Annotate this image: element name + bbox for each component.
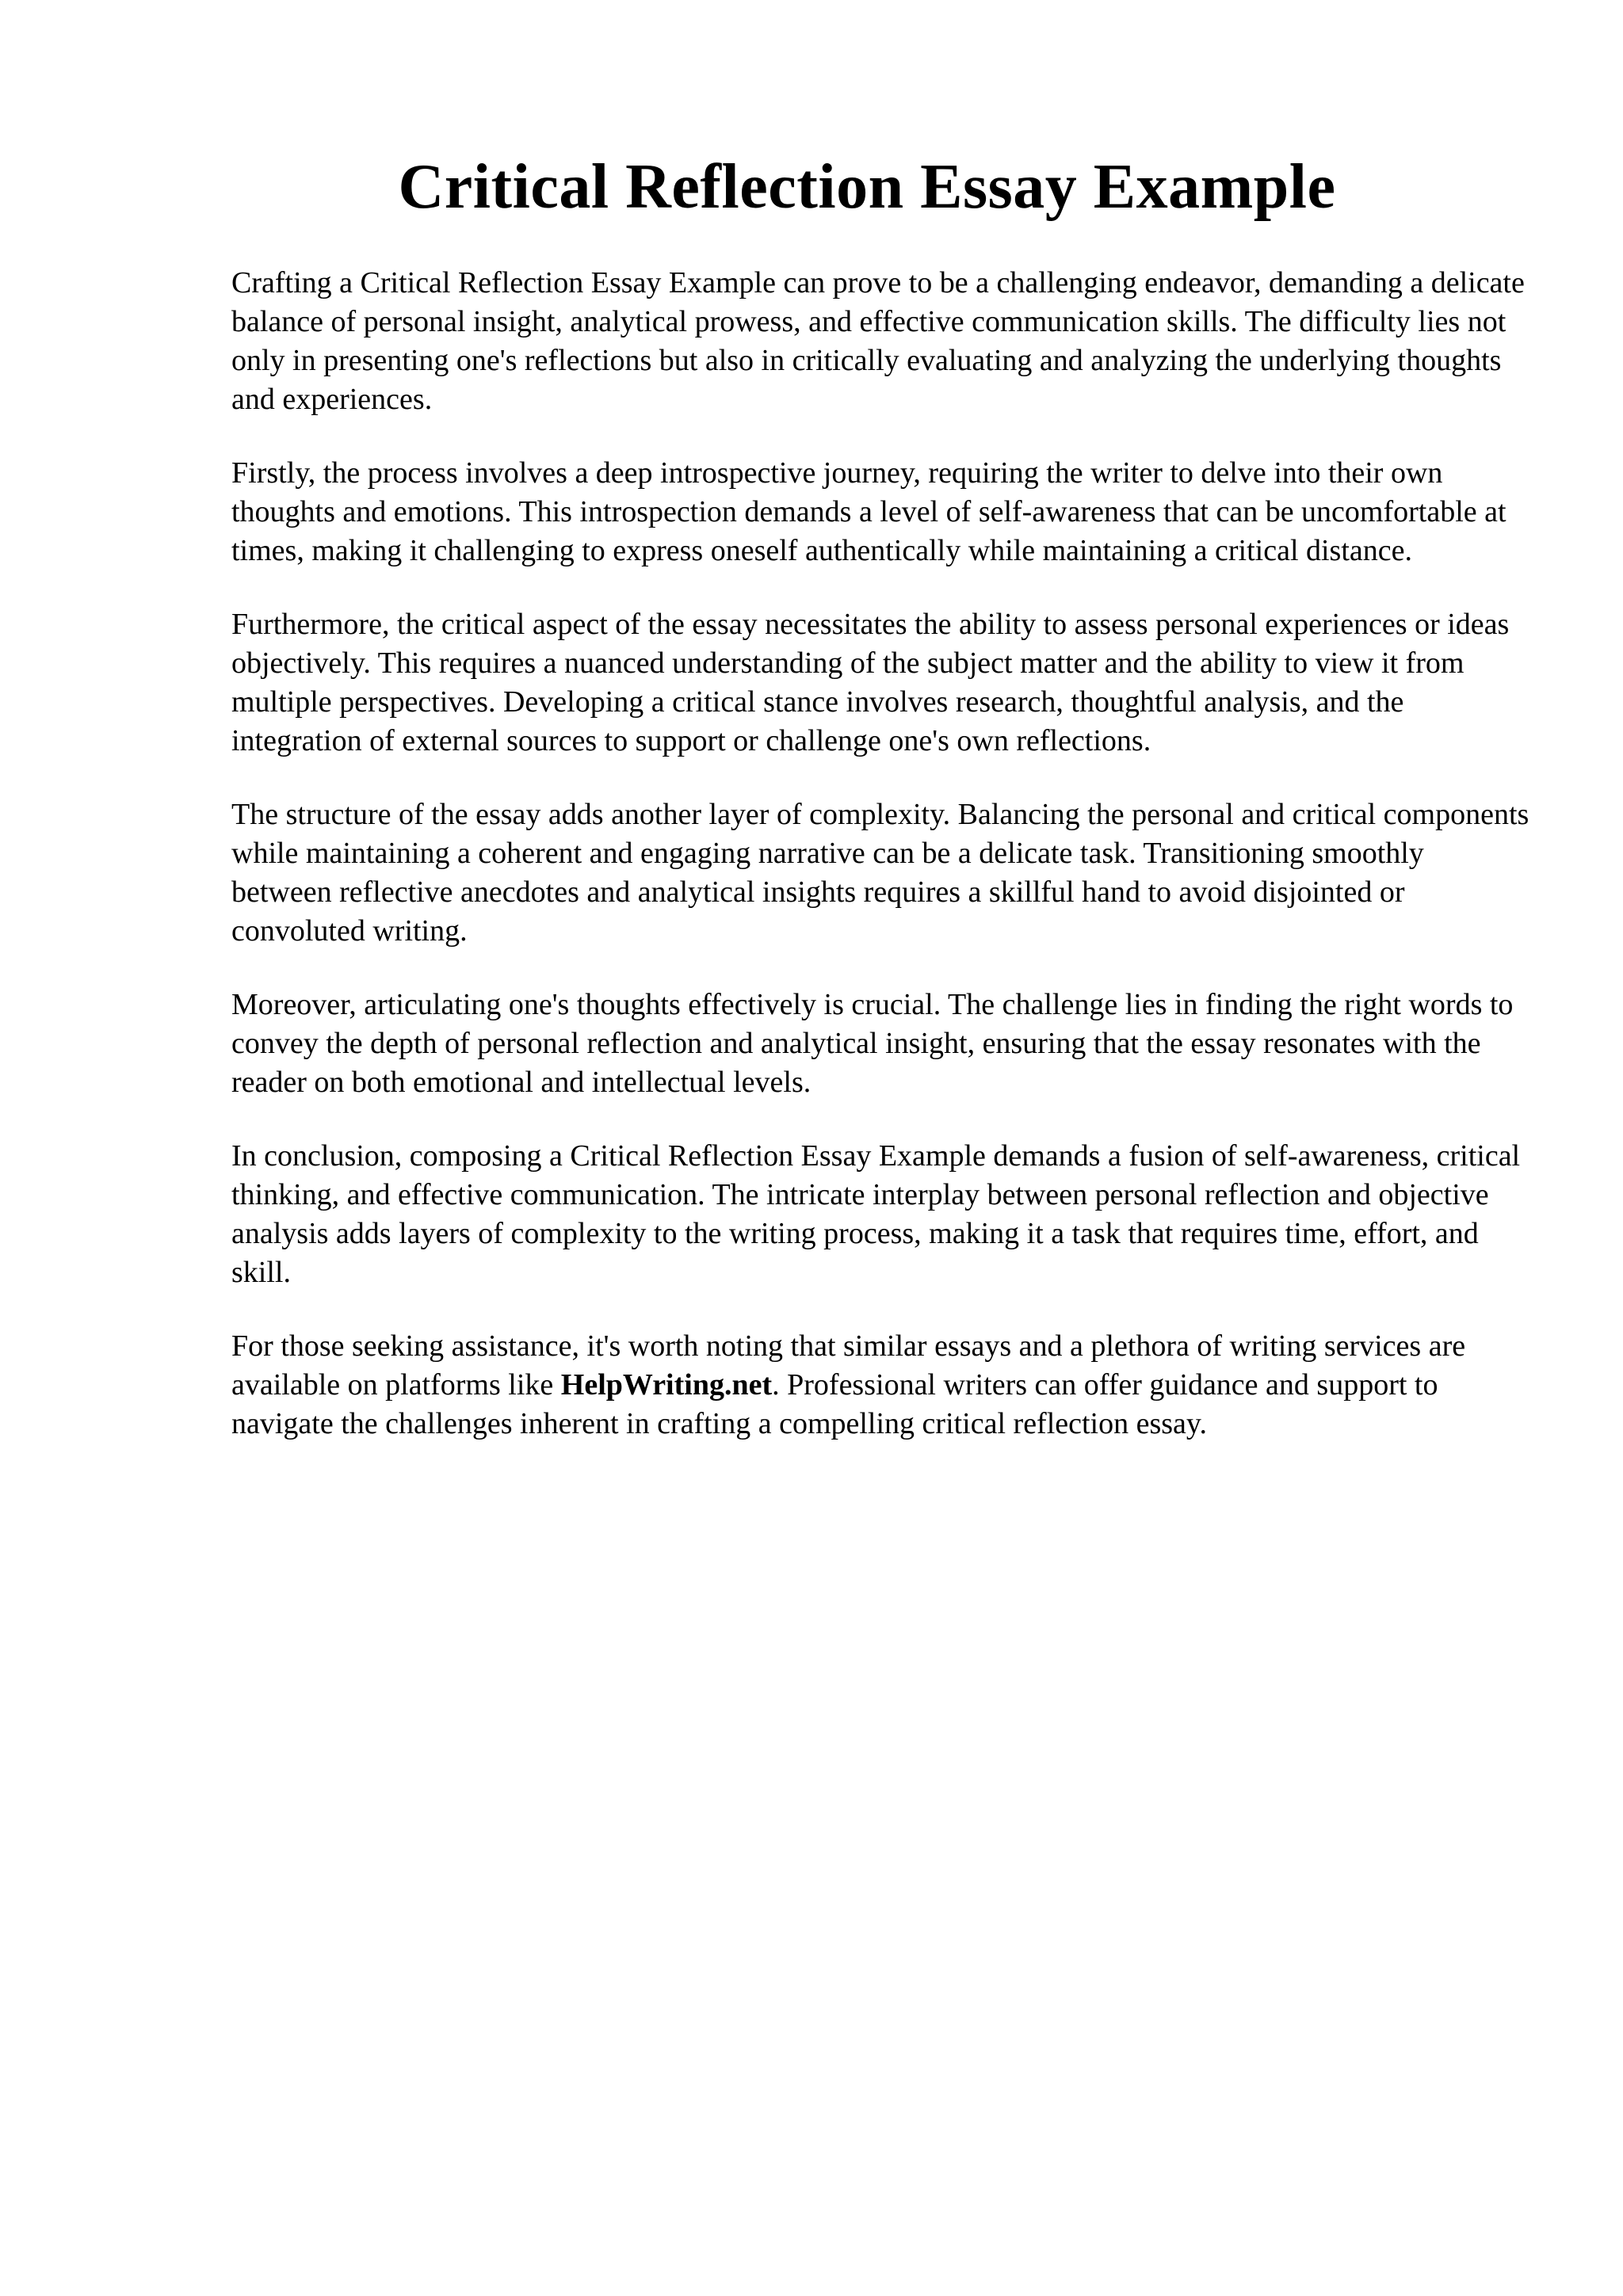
essay-body [231, 264, 1531, 1478]
page-title: Critical Reflection Essay Example [398, 152, 1336, 222]
paragraph-moreover: Moreover, articulating one's thoughts effectively is crucial. The challenge lies in finding the right words to convey the depth of personal reflection and analytical insight, ensuring that the essay resonates with the reader on both emotional and intellectual levels. [231, 988, 1514, 1099]
paragraph-firstly: Firstly, the process involves a deep introspective journey, requiring the writer to delve into their own thoughts and emotions. This introspection demands a level of self-awareness that can be uncomfortable at times, making it challenging to express oneself authentically while maintaining a critical distance. [231, 456, 1507, 567]
paragraph-conclusion: In conclusion, composing a Critical Reflection Essay Example demands a fusion of self-awareness, critical thinking, and effective communication. The intricate interplay between personal reflection and objective analysis adds layers of complexity to the writing process, making it a task that requires time, effort, and skill. [231, 1139, 1521, 1289]
assistance-text-after: . Professional writers can offer guidance and support to navigate the challenges inherent in crafting a compelling critical reflection essay. [231, 1368, 1438, 1440]
assistance-text-before: For those seeking assistance, it's worth noting that similar essays and a plethora of writing services are available on platforms like [231, 1329, 1466, 1402]
paragraph-furthermore: Furthermore, the critical aspect of the essay necessitates the ability to assess personal experiences or ideas objectively. This requires a nuanced understanding of the subject matter and the ability to view it from multiple perspectives. Developing a critical stance involves research, thoughtful analysis, and the integration of external sources to support or challenge one's own reflections. [231, 608, 1510, 757]
helpwriting-link[interactable]: HelpWriting.net [560, 1368, 773, 1402]
paragraph-structure: The structure of the essay adds another layer of complexity. Balancing the personal and critical components while maintaining a coherent and engaging narrative can be a delicate task. Transitioning smoothly between reflective anecdotes and analytical insights requires a skillful hand to avoid disjointed or convoluted writing. [231, 798, 1529, 948]
paragraph-intro: Crafting a Critical Reflection Essay Example can prove to be a challenging endeavor, demanding a delicate balance of personal insight, analytical prowess, and effective communication skills. The difficulty lies not only in presenting one's reflections but also in critically evaluating and analyzing the underlying thoughts and experiences. [231, 266, 1525, 416]
paragraph-assistance [231, 1327, 1531, 1444]
